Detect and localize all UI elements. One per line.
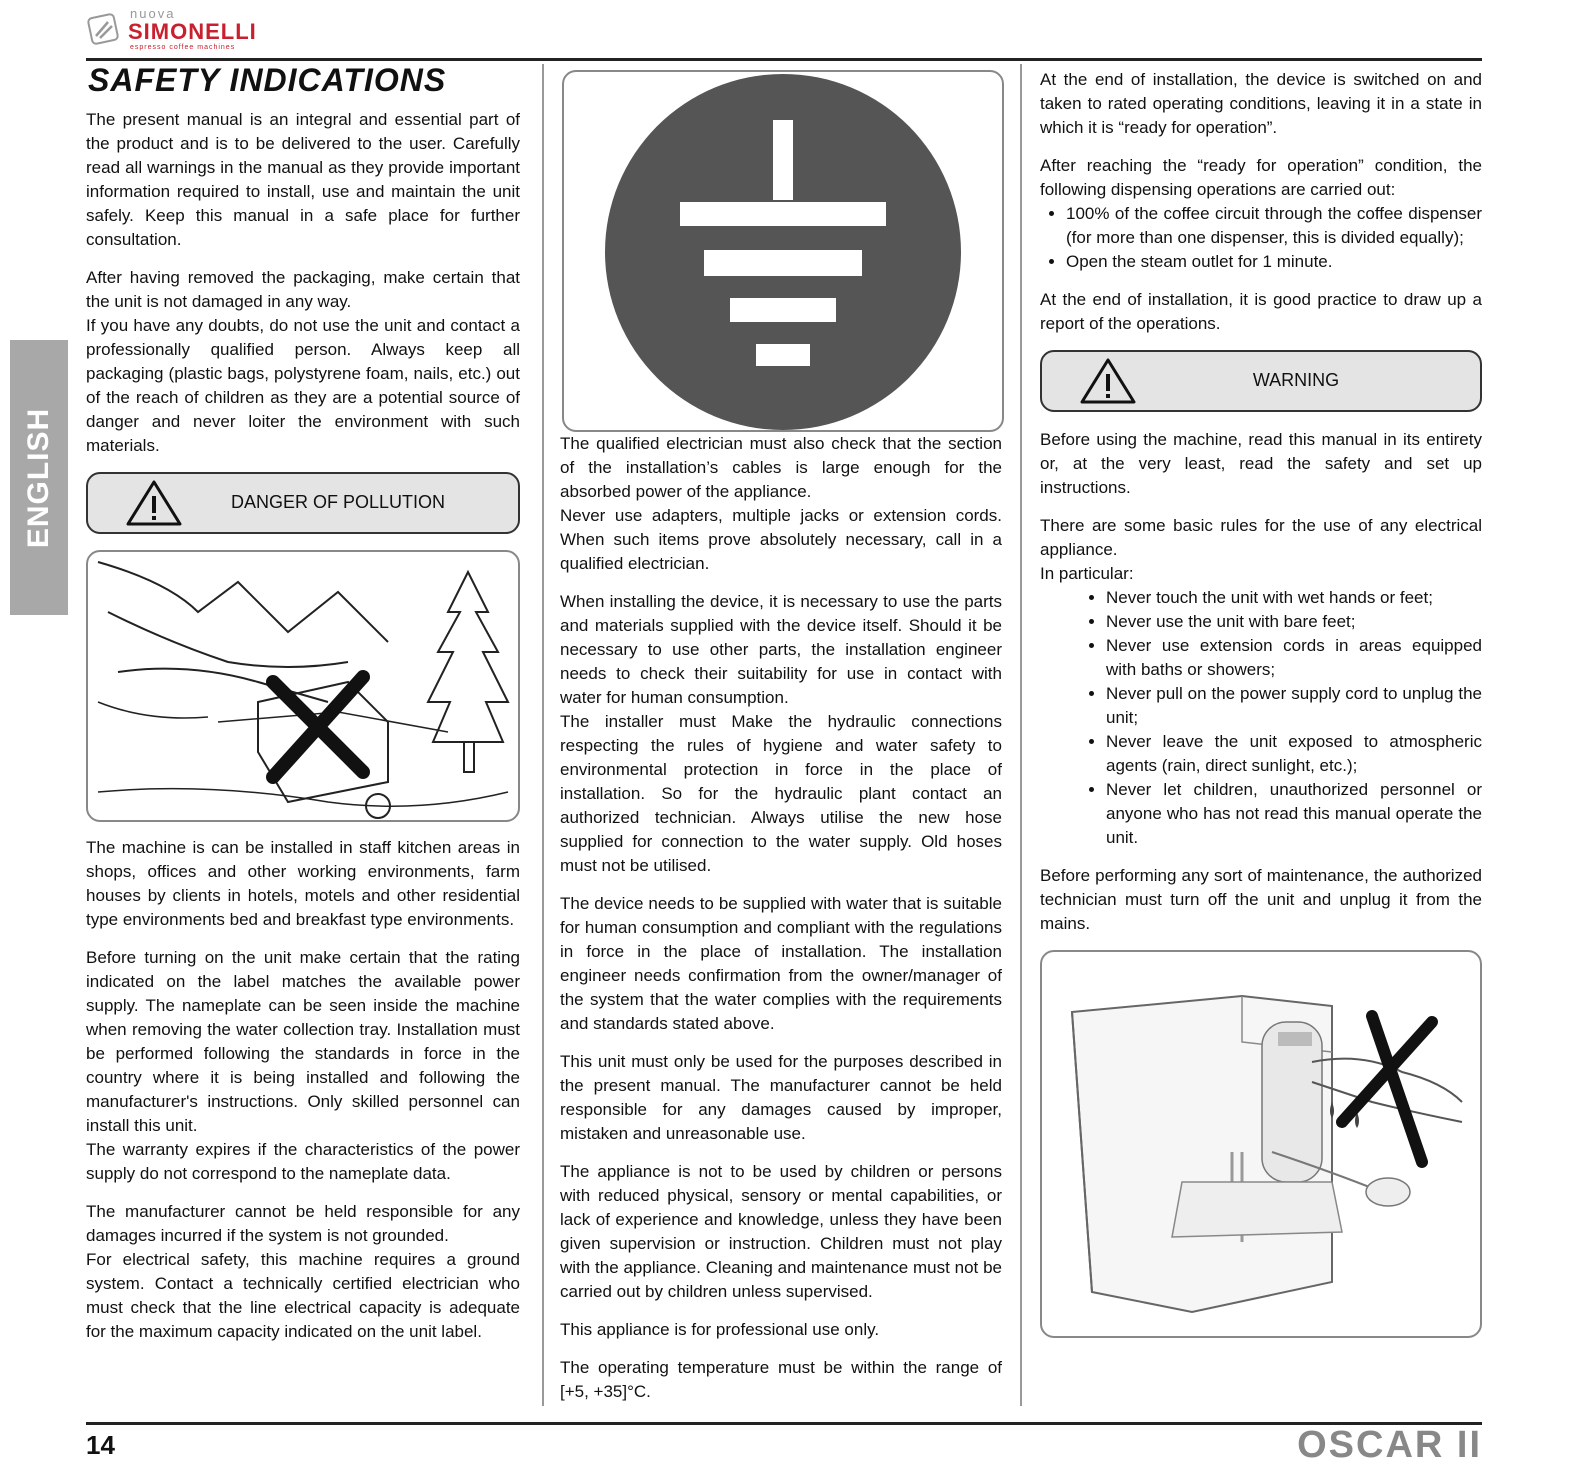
warning-label: DANGER OF POLLUTION — [230, 492, 446, 512]
landscape-crossed-box-icon — [88, 552, 522, 820]
column-left — [86, 108, 520, 1358]
list-item: • Never use the unit with bare feet; — [1106, 610, 1482, 634]
list-item: • Never let children, unauthorized personnel or anyone who has not read this manual operate the unit. — [1106, 778, 1482, 850]
list-item: • Open the steam outlet for 1 minute. — [1066, 250, 1482, 274]
paragraph: The present manual is an integral and essential part of the product and is to be delivered to the user. Carefully read all warnings in the manual as they provide important information required to install, use and maintain the unit safely. Keep this manual in a safe place for further consultation. — [86, 110, 520, 249]
language-tab — [10, 340, 68, 615]
earth-ground-icon — [564, 72, 1002, 430]
paragraph: This appliance is for professional use only. — [560, 1320, 880, 1339]
paragraph: The operating temperature must be within the range of [+5, +35]°C. — [560, 1358, 1002, 1401]
logo-nuova: nuova — [130, 6, 176, 21]
pollution-illustration — [86, 550, 520, 822]
paragraph: At the end of installation, it is good practice to draw up a report of the operations. — [1040, 290, 1482, 333]
footer-rule — [86, 1422, 1482, 1425]
column-right — [1040, 68, 1482, 1352]
paragraph: The warranty expires if the characteristics of the power supply do not correspond to the nameplate data. — [86, 1140, 520, 1183]
paragraph: There are some basic rules for the use of any electrical appliance. — [1040, 516, 1482, 559]
paragraph: After reaching the “ready for operation” condition, the following dispensing operations are carried out: — [1040, 156, 1482, 199]
list-item: • Never touch the unit with wet hands or feet; — [1106, 586, 1482, 610]
paragraph: This unit must only be used for the purposes described in the present manual. The manufacturer cannot be held responsible for any damages caused by improper, mistaken and unreasonable use. — [560, 1052, 1002, 1143]
product-name: OSCAR II — [1297, 1424, 1482, 1466]
ground-symbol-box — [562, 70, 1004, 432]
paragraph: For electrical safety, this machine requires a ground system. Contact a technically certified electrician who must check that the line electrical capacity is adequate for the maximum capacity indicated on the unit label. — [86, 1250, 520, 1341]
paragraph: Before performing any sort of maintenance, the authorized technician must turn off the unit and unplug it from the mains. — [1040, 866, 1482, 933]
paragraph: In particular: — [1040, 564, 1134, 583]
page-number: 14 — [86, 1430, 115, 1460]
paragraph: The installer must Make the hydraulic connections respecting the rules of hygiene and water safety to environmental protection in force in the place of installation. So for the hydraulic plant contact an authorized technician. Always utilise the new hose supplied for connection to the water supply. Old hoses must not be utilised. — [560, 712, 1002, 875]
paragraph: The qualified electrician must also check that the section of the installation’s cables is large enough for the absorbed power of the appliance. — [560, 434, 1002, 501]
paragraph: Never use adapters, multiple jacks or extension cords. When such items prove absolutely necessary, call in a qualified electrician. — [560, 506, 1002, 573]
coffee-machine-wet-hands-icon — [1042, 952, 1480, 1336]
list-item: • Never leave the unit exposed to atmospheric agents (rain, direct sunlight, etc.); — [1106, 730, 1482, 778]
simonelli-logo-icon — [86, 12, 122, 48]
paragraph: When installing the device, it is necessary to use the parts and materials supplied with the device itself. Should it be necessary to use other parts, the installation engineer needs to check their suitability for use in contact with water for human consumption. — [560, 592, 1002, 707]
logo-tagline: espresso coffee machines — [130, 44, 236, 51]
page-title: SAFETY INDICATIONS — [88, 62, 447, 98]
paragraph: The machine is can be installed in staff kitchen areas in shops, offices and other working environments, farm houses by clients in hotels, motels and other residential type environments bed and breakfast type environments. — [86, 838, 520, 929]
paragraph: The appliance is not to be used by children or persons with reduced physical, sensory or mental capabilities, or lack of experience and knowledge, unless they have been given supervision or instruction. Children must not play with the appliance. Cleaning and maintenance must not be carried out by children unless supervised. — [560, 1162, 1002, 1301]
header-rule — [86, 58, 1482, 61]
paragraph: At the end of installation, the device is switched on and taken to rated operating conditions, leaving it in a state in which it is “ready for operation”. — [1040, 70, 1482, 137]
machine-illustration — [1040, 950, 1482, 1338]
dispensing-list — [1040, 202, 1482, 274]
list-item: • Never pull on the power supply cord to unplug the unit; — [1106, 682, 1482, 730]
column-middle — [560, 432, 1002, 1418]
warning-label: WARNING — [1252, 370, 1340, 390]
list-item: • 100% of the coffee circuit through the coffee dispenser (for more than one dispenser, this is divided equally); — [1066, 202, 1482, 250]
paragraph: The manufacturer cannot be held responsible for any damages incurred if the system is not grounded. — [86, 1202, 520, 1245]
brand-logo — [86, 6, 326, 54]
paragraph: The device needs to be supplied with water that is suitable for human consumption and compliant with the regulations in force in the place of installation. The installation engineer needs confirmation from the owner/manager of the system that the water complies with the requirements and standards stated above. — [560, 894, 1002, 1033]
language-tab-label: ENGLISH — [22, 407, 55, 548]
safety-rules-list — [1040, 586, 1482, 850]
paragraph: Before turning on the unit make certain that the rating indicated on the label matches the available power supply. The nameplate can be seen inside the machine when removing the water collection tray. Installation must be performed following the standards in force in the country where it is being installed and following the manufacturer's instructions. Only skilled personnel can install this unit. — [86, 948, 520, 1135]
pollution-warning-box — [86, 472, 520, 534]
warning-box — [1040, 350, 1482, 412]
paragraph: After having removed the packaging, make certain that the unit is not damaged in any way. — [86, 268, 520, 311]
column-divider — [1020, 64, 1022, 1406]
paragraph: Before using the machine, read this manual in its entirety or, at the very least, read the safety and set up instructions. — [1040, 430, 1482, 497]
column-divider — [542, 64, 544, 1406]
paragraph: If you have any doubts, do not use the unit and contact a professionally qualified person. Always keep all packaging (plastic bags, polystyrene foam, nails, etc.) out of the reach of children as they are a potential source of danger and never loiter the environment with such materials. — [86, 316, 520, 455]
list-item: • Never use extension cords in areas equipped with baths or showers; — [1106, 634, 1482, 682]
logo-brand: SIMONELLI — [128, 19, 257, 44]
